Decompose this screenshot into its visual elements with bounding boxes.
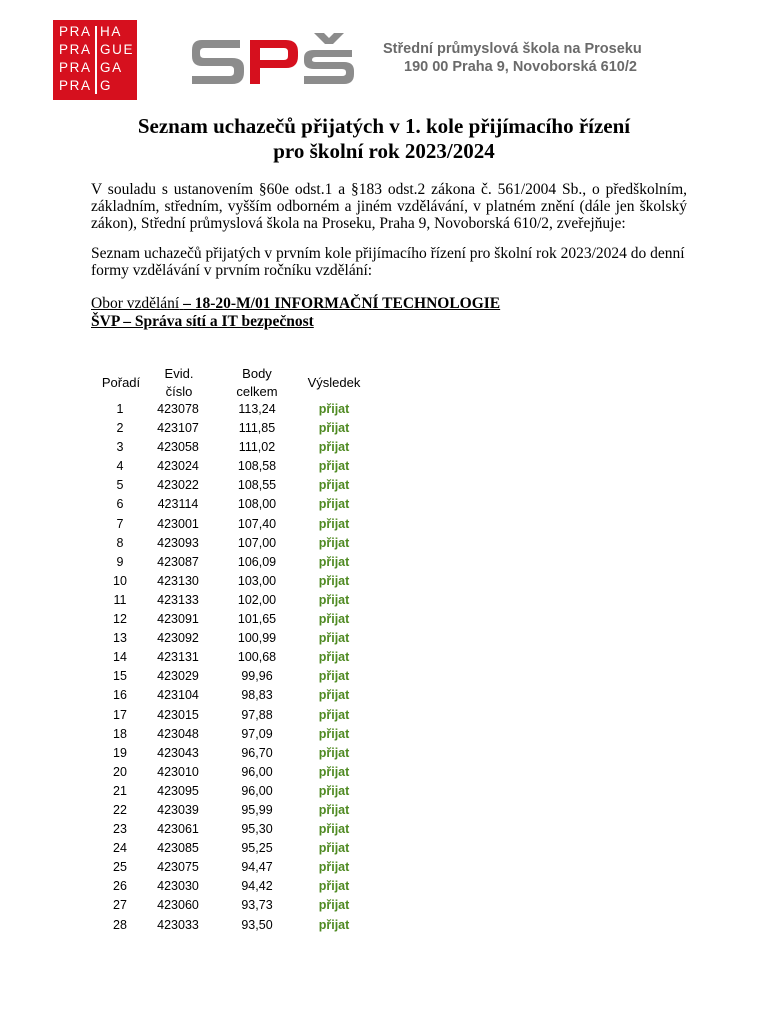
table-row bbox=[0, 457, 768, 476]
row-result: přijat bbox=[318, 917, 350, 932]
table-row bbox=[0, 686, 768, 705]
row-result: přijat bbox=[318, 631, 350, 646]
table-row bbox=[0, 801, 768, 820]
row-result: přijat bbox=[318, 440, 350, 455]
document-title: Seznam uchazečů přijatých v 1. kole přijímacího řízení bbox=[137, 114, 631, 138]
column-header-evid-line2: číslo bbox=[165, 384, 193, 399]
row-points: 94,47 bbox=[241, 860, 273, 875]
row-evid-number: 423085 bbox=[157, 841, 199, 856]
row-evid-number: 423114 bbox=[157, 497, 199, 512]
row-points: 97,88 bbox=[241, 707, 273, 722]
row-points: 99,96 bbox=[241, 669, 273, 684]
row-order: 14 bbox=[113, 650, 127, 665]
row-evid-number: 423061 bbox=[157, 822, 199, 837]
row-evid-number: 423078 bbox=[157, 402, 199, 416]
row-result: přijat bbox=[318, 421, 350, 436]
row-evid-number: 423030 bbox=[157, 879, 199, 894]
table-row bbox=[0, 495, 768, 514]
table-row bbox=[0, 820, 768, 839]
row-points: 96,00 bbox=[241, 764, 273, 779]
row-result: přijat bbox=[318, 707, 350, 722]
row-order: 27 bbox=[113, 898, 127, 913]
row-evid-number: 423093 bbox=[157, 535, 199, 550]
row-result: přijat bbox=[318, 650, 350, 665]
intro-paragraph: Seznam uchazečů přijatých v prvním kole přijímacího řízení pro školní rok 2023/2024 do denní formy vzdělávání v prvním ročníku vzdělání: bbox=[91, 245, 685, 279]
table-row bbox=[0, 706, 768, 725]
row-order: 10 bbox=[113, 573, 127, 588]
table-row bbox=[0, 648, 768, 667]
row-order: 15 bbox=[113, 669, 127, 684]
table-row bbox=[0, 553, 768, 572]
row-evid-number: 423091 bbox=[157, 612, 199, 627]
table-row bbox=[0, 839, 768, 858]
table-row bbox=[0, 763, 768, 782]
row-result: přijat bbox=[318, 841, 350, 856]
row-points: 101,65 bbox=[237, 612, 277, 627]
row-points: 108,55 bbox=[237, 478, 277, 493]
row-points: 96,00 bbox=[241, 783, 273, 798]
praha-logo-text: G bbox=[100, 78, 113, 93]
row-result: přijat bbox=[318, 898, 350, 913]
row-result: přijat bbox=[318, 669, 350, 684]
row-points: 98,83 bbox=[241, 688, 273, 703]
column-header-points-line2: celkem bbox=[236, 384, 278, 399]
row-evid-number: 423010 bbox=[157, 764, 199, 779]
table-row bbox=[0, 610, 768, 629]
table-row bbox=[0, 476, 768, 495]
document-subtitle: pro školní rok 2023/2024 bbox=[273, 139, 495, 163]
praha-logo-text: HA bbox=[100, 24, 122, 39]
row-order: 23 bbox=[113, 822, 127, 837]
table-row bbox=[0, 858, 768, 877]
row-points: 108,00 bbox=[237, 497, 277, 512]
row-result: přijat bbox=[318, 554, 350, 569]
row-order: 2 bbox=[116, 421, 124, 436]
row-points: 106,09 bbox=[237, 554, 277, 569]
column-header-evid-line1: Evid. bbox=[164, 366, 194, 381]
row-evid-number: 423043 bbox=[157, 745, 199, 760]
table-row bbox=[0, 629, 768, 648]
row-points: 107,40 bbox=[237, 516, 277, 531]
field-of-study bbox=[91, 295, 500, 313]
row-order: 24 bbox=[113, 841, 127, 856]
row-result: přijat bbox=[318, 764, 350, 779]
row-points: 95,99 bbox=[241, 802, 273, 817]
row-order: 13 bbox=[113, 631, 127, 646]
praha-logo-text: GA bbox=[100, 60, 123, 75]
row-points: 100,68 bbox=[237, 650, 277, 665]
praha-logo-right-column bbox=[100, 23, 134, 95]
table-row bbox=[0, 667, 768, 686]
school-name: Střední průmyslová škola na Proseku bbox=[383, 41, 642, 57]
row-order: 19 bbox=[113, 745, 127, 760]
row-evid-number: 423039 bbox=[157, 802, 199, 817]
column-header-points bbox=[225, 365, 289, 401]
row-order: 17 bbox=[113, 707, 127, 722]
row-order: 9 bbox=[116, 554, 124, 569]
row-result: přijat bbox=[318, 459, 350, 474]
results-table-body bbox=[0, 400, 768, 935]
row-result: přijat bbox=[318, 879, 350, 894]
row-evid-number: 423075 bbox=[157, 860, 199, 875]
row-points: 111,02 bbox=[238, 440, 276, 455]
row-order: 16 bbox=[113, 688, 127, 703]
row-evid-number: 423048 bbox=[157, 726, 199, 741]
row-points: 113,24 bbox=[238, 402, 276, 416]
row-evid-number: 423024 bbox=[157, 459, 199, 474]
row-points: 108,58 bbox=[237, 459, 277, 474]
table-row bbox=[0, 419, 768, 438]
row-result: přijat bbox=[318, 516, 350, 531]
row-order: 8 bbox=[116, 535, 124, 550]
row-result: přijat bbox=[318, 573, 350, 588]
praha-logo-divider bbox=[95, 26, 97, 94]
row-order: 26 bbox=[113, 879, 127, 894]
row-result: přijat bbox=[318, 497, 350, 512]
row-points: 96,70 bbox=[241, 745, 273, 760]
table-row bbox=[0, 896, 768, 915]
row-result: přijat bbox=[318, 783, 350, 798]
table-row bbox=[0, 744, 768, 763]
row-order: 7 bbox=[116, 516, 124, 531]
table-row bbox=[0, 916, 768, 935]
table-row bbox=[0, 572, 768, 591]
school-program: ŠVP – Správa sítí a IT bezpečnost bbox=[91, 313, 314, 330]
row-points: 93,50 bbox=[241, 917, 273, 932]
table-row bbox=[0, 725, 768, 744]
row-evid-number: 423087 bbox=[157, 554, 199, 569]
row-order: 20 bbox=[113, 764, 127, 779]
row-points: 95,25 bbox=[241, 841, 273, 856]
row-evid-number: 423095 bbox=[157, 783, 199, 798]
praha-logo-text: PRA bbox=[59, 78, 92, 93]
row-points: 95,30 bbox=[241, 822, 273, 837]
praha-logo-text: PRA bbox=[59, 60, 92, 75]
table-row bbox=[0, 515, 768, 534]
praha-logo bbox=[53, 20, 137, 100]
praha-logo-text: PRA bbox=[59, 24, 92, 39]
column-header-order: Pořadí bbox=[101, 375, 141, 390]
row-order: 1 bbox=[116, 402, 124, 416]
row-order: 21 bbox=[113, 783, 127, 798]
row-points: 107,00 bbox=[237, 535, 277, 550]
table-row bbox=[0, 534, 768, 553]
row-evid-number: 423092 bbox=[157, 631, 199, 646]
row-evid-number: 423001 bbox=[157, 516, 199, 531]
table-row bbox=[0, 400, 768, 419]
row-order: 25 bbox=[113, 860, 127, 875]
column-header-points-line1: Body bbox=[242, 366, 272, 381]
row-evid-number: 423130 bbox=[157, 573, 199, 588]
column-header-result: Výsledek bbox=[307, 375, 361, 390]
row-points: 102,00 bbox=[237, 592, 277, 607]
row-evid-number: 423033 bbox=[157, 917, 199, 932]
table-row bbox=[0, 591, 768, 610]
table-row bbox=[0, 438, 768, 457]
row-points: 94,42 bbox=[241, 879, 273, 894]
row-points: 103,00 bbox=[237, 573, 277, 588]
row-result: přijat bbox=[318, 402, 350, 416]
row-evid-number: 423107 bbox=[157, 421, 199, 436]
row-result: přijat bbox=[318, 592, 350, 607]
row-result: přijat bbox=[318, 822, 350, 837]
row-result: přijat bbox=[318, 860, 350, 875]
row-result: přijat bbox=[318, 478, 350, 493]
row-result: přijat bbox=[318, 612, 350, 627]
row-order: 3 bbox=[116, 440, 124, 455]
row-evid-number: 423015 bbox=[157, 707, 199, 722]
row-evid-number: 423022 bbox=[157, 478, 199, 493]
row-order: 28 bbox=[113, 917, 127, 932]
row-evid-number: 423131 bbox=[157, 650, 199, 665]
row-order: 4 bbox=[116, 459, 124, 474]
table-row bbox=[0, 782, 768, 801]
praha-logo-text: PRA bbox=[59, 42, 92, 57]
row-points: 100,99 bbox=[237, 631, 277, 646]
row-order: 11 bbox=[113, 592, 127, 607]
legal-paragraph: V souladu s ustanovením §60e odst.1 a §183 odst.2 zákona č. 561/2004 Sb., o předškolním, základním, středním, vyšším odborném a jiném vzdělávání, v platném znění (dále jen školský zákon), Střední průmyslová škola na Proseku, Praha 9, Novoborská 610/2, zveřejňuje: bbox=[91, 181, 687, 232]
row-evid-number: 423060 bbox=[157, 898, 199, 913]
row-result: přijat bbox=[318, 535, 350, 550]
row-result: přijat bbox=[318, 688, 350, 703]
row-evid-number: 423104 bbox=[157, 688, 199, 703]
row-order: 6 bbox=[116, 497, 124, 512]
row-order: 5 bbox=[116, 478, 124, 493]
row-result: přijat bbox=[318, 745, 350, 760]
row-order: 22 bbox=[113, 802, 127, 817]
row-order: 12 bbox=[113, 612, 127, 627]
row-evid-number: 423133 bbox=[157, 592, 199, 607]
praha-logo-left-column bbox=[59, 23, 92, 95]
row-points: 97,09 bbox=[241, 726, 273, 741]
row-points: 93,73 bbox=[241, 898, 273, 913]
school-address: 190 00 Praha 9, Novoborská 610/2 bbox=[404, 59, 637, 75]
field-of-study-label: Obor vzdělání bbox=[91, 295, 180, 312]
table-row bbox=[0, 877, 768, 896]
sps-logo bbox=[188, 30, 354, 92]
row-evid-number: 423029 bbox=[157, 669, 199, 684]
field-of-study-value: – 18-20-M/01 INFORMAČNÍ TECHNOLOGIE bbox=[183, 295, 501, 312]
row-order: 18 bbox=[113, 726, 127, 741]
row-result: přijat bbox=[318, 802, 350, 817]
row-result: přijat bbox=[318, 726, 350, 741]
row-points: 111,85 bbox=[238, 421, 276, 436]
row-evid-number: 423058 bbox=[157, 440, 199, 455]
column-header-evid bbox=[147, 365, 211, 401]
praha-logo-text: GUE bbox=[100, 42, 135, 57]
